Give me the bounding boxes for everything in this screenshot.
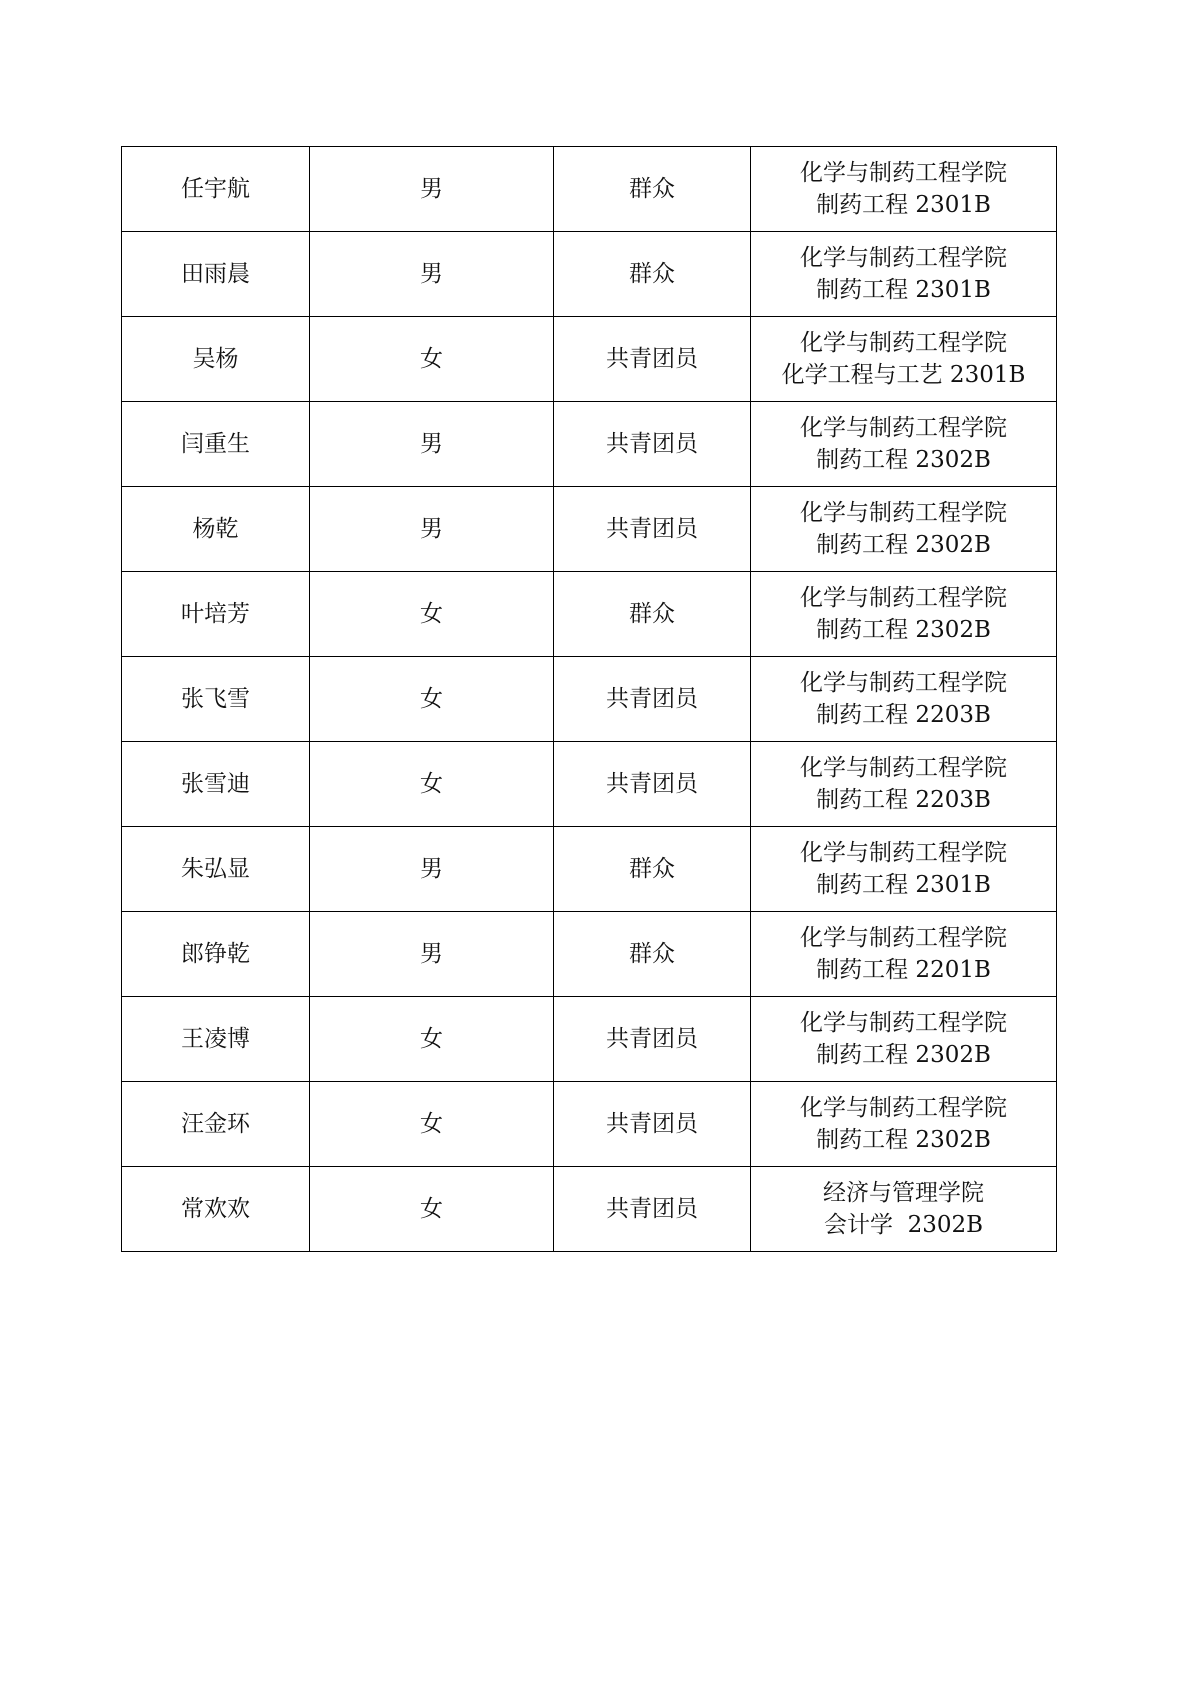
class-text: 制药工程 2302B [816, 617, 991, 643]
table-row [122, 827, 1057, 912]
class-text: 制药工程 2302B [816, 532, 991, 558]
college-text: 化学与制药工程学院 [800, 1010, 1007, 1036]
political-status-cell: 共青团员 [554, 997, 751, 1082]
college-text: 化学与制药工程学院 [800, 245, 1007, 271]
class-text: 制药工程 2302B [816, 1127, 991, 1153]
political-status-cell: 共青团员 [554, 1167, 751, 1252]
gender-cell: 女 [310, 317, 554, 402]
college-class-cell [751, 827, 1057, 912]
table-row [122, 572, 1057, 657]
gender-cell: 男 [310, 232, 554, 317]
class-text: 制药工程 2301B [816, 277, 991, 303]
table-row [122, 657, 1057, 742]
table-row [122, 1082, 1057, 1167]
political-status-cell: 共青团员 [554, 402, 751, 487]
table-row [122, 742, 1057, 827]
class-text: 会计学 2302B [823, 1212, 984, 1238]
political-status-cell: 群众 [554, 912, 751, 997]
table-row [122, 997, 1057, 1082]
political-status-cell: 共青团员 [554, 657, 751, 742]
gender-cell: 女 [310, 997, 554, 1082]
political-status-cell: 共青团员 [554, 487, 751, 572]
table-row [122, 1167, 1057, 1252]
gender-cell: 女 [310, 572, 554, 657]
college-class-cell [751, 657, 1057, 742]
political-status-cell: 共青团员 [554, 1082, 751, 1167]
table-row [122, 317, 1057, 402]
table-row [122, 402, 1057, 487]
student-list-table [121, 146, 1057, 1252]
name-cell: 王凌博 [122, 997, 310, 1082]
gender-cell: 男 [310, 402, 554, 487]
college-text: 化学与制药工程学院 [800, 755, 1007, 781]
college-text: 化学与制药工程学院 [800, 670, 1007, 696]
college-class-cell [751, 572, 1057, 657]
table-body [122, 147, 1057, 1252]
table-row [122, 487, 1057, 572]
political-status-cell: 共青团员 [554, 317, 751, 402]
political-status-cell: 共青团员 [554, 742, 751, 827]
name-cell: 任宇航 [122, 147, 310, 232]
table-row [122, 232, 1057, 317]
college-class-cell [751, 402, 1057, 487]
gender-cell: 女 [310, 1167, 554, 1252]
college-text: 化学与制药工程学院 [800, 585, 1007, 611]
name-cell: 常欢欢 [122, 1167, 310, 1252]
college-class-cell [751, 1082, 1057, 1167]
class-text: 制药工程 2203B [816, 702, 991, 728]
college-text: 化学与制药工程学院 [800, 1095, 1007, 1121]
class-text: 制药工程 2301B [816, 872, 991, 898]
gender-cell: 男 [310, 827, 554, 912]
college-class-cell [751, 317, 1057, 402]
college-class-cell [751, 997, 1057, 1082]
name-cell: 闫重生 [122, 402, 310, 487]
gender-cell: 男 [310, 912, 554, 997]
college-class-cell [751, 487, 1057, 572]
college-class-cell [751, 742, 1057, 827]
name-cell: 叶培芳 [122, 572, 310, 657]
college-text: 化学与制药工程学院 [800, 160, 1007, 186]
college-text: 化学与制药工程学院 [800, 330, 1007, 356]
class-text: 制药工程 2201B [816, 957, 991, 983]
class-text: 制药工程 2301B [816, 192, 991, 218]
college-class-cell [751, 1167, 1057, 1252]
political-status-cell: 群众 [554, 147, 751, 232]
college-class-cell [751, 912, 1057, 997]
class-text: 制药工程 2203B [816, 787, 991, 813]
gender-cell: 女 [310, 742, 554, 827]
political-status-cell: 群众 [554, 572, 751, 657]
political-status-cell: 群众 [554, 232, 751, 317]
college-text: 经济与管理学院 [823, 1180, 984, 1206]
name-cell: 张飞雪 [122, 657, 310, 742]
gender-cell: 男 [310, 147, 554, 232]
name-cell: 杨乾 [122, 487, 310, 572]
college-text: 化学与制药工程学院 [800, 840, 1007, 866]
name-cell: 郎铮乾 [122, 912, 310, 997]
table-row [122, 912, 1057, 997]
gender-cell: 女 [310, 1082, 554, 1167]
political-status-cell: 群众 [554, 827, 751, 912]
table-row [122, 147, 1057, 232]
college-text: 化学与制药工程学院 [800, 500, 1007, 526]
gender-cell: 男 [310, 487, 554, 572]
class-text: 制药工程 2302B [816, 447, 991, 473]
name-cell: 汪金环 [122, 1082, 310, 1167]
college-class-cell [751, 232, 1057, 317]
college-text: 化学与制药工程学院 [800, 415, 1007, 441]
class-text: 制药工程 2302B [816, 1042, 991, 1068]
college-class-cell [751, 147, 1057, 232]
name-cell: 吴杨 [122, 317, 310, 402]
name-cell: 田雨晨 [122, 232, 310, 317]
gender-cell: 女 [310, 657, 554, 742]
name-cell: 朱弘显 [122, 827, 310, 912]
name-cell: 张雪迪 [122, 742, 310, 827]
class-text: 化学工程与工艺 2301B [781, 362, 1026, 388]
college-text: 化学与制药工程学院 [800, 925, 1007, 951]
